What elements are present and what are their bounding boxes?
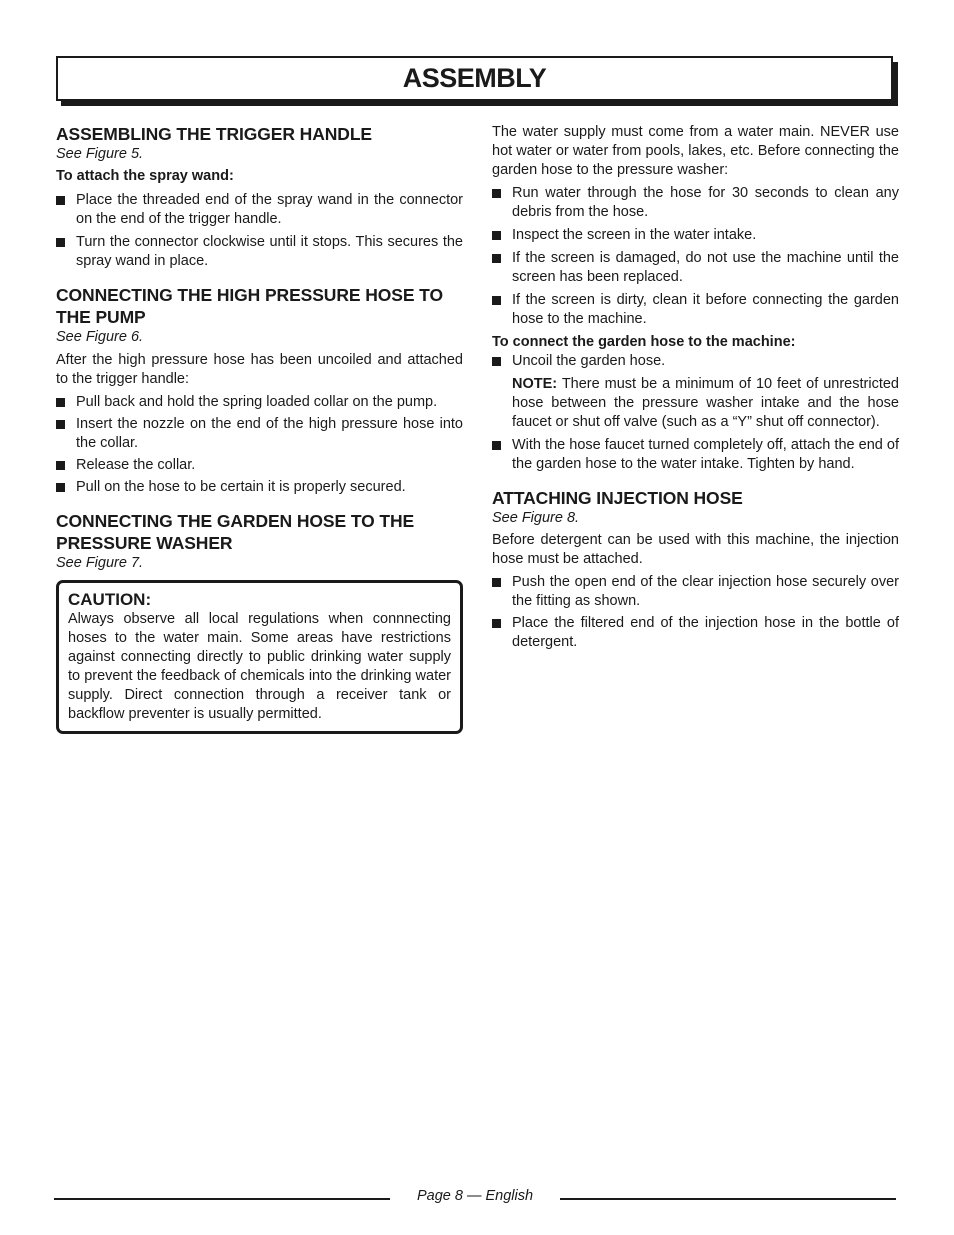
list-item: Place the filtered end of the injection hose in the bottle of detergent. [492, 614, 899, 652]
footer-page-label: Page 8 — English [416, 1188, 534, 1204]
list-item: Inspect the screen in the water intake. [492, 226, 899, 245]
section-heading-high-pressure-hose: CONNECTING THE HIGH PRESSURE HOSE TO THE PUMP [56, 285, 443, 327]
list-item: If the screen is damaged, do not use the machine until the screen has been replaced. [492, 249, 899, 287]
bullet-list [56, 393, 463, 497]
title-banner [56, 56, 893, 101]
list-item: Place the threaded end of the spray wand in the connector on the end of the trigger handle. [56, 191, 463, 229]
footer-rule-left [54, 1198, 390, 1200]
bullet-list [492, 352, 899, 371]
right-column [492, 123, 899, 652]
list-item: If the screen is dirty, clean it before connecting the garden hose to the machine. [492, 291, 899, 329]
list-item: Uncoil the garden hose. [492, 352, 899, 371]
section-heading-injection-hose: ATTACHING INJECTION HOSE [492, 488, 743, 508]
list-item: Push the open end of the clear injection hose securely over the fitting as shown. [492, 573, 899, 611]
note-text: There must be a minimum of 10 feet of unrestricted hose between the pressure washer intake and the hose faucet or shut off valve (such as a “Y” shut off connector). [512, 376, 899, 430]
note [492, 375, 899, 432]
bullet-list [492, 573, 899, 652]
figure-reference: See Figure 6. [56, 329, 144, 345]
caution-box [56, 580, 463, 734]
paragraph: After the high pressure hose has been uncoiled and attached to the trigger handle: [56, 352, 463, 387]
list-item: Pull on the hose to be certain it is properly secured. [56, 478, 463, 497]
footer-rule-right [560, 1198, 896, 1200]
paragraph: The water supply must come from a water main. NEVER use hot water or water from pools, lakes, etc. Before connecting the garden hose to the pressure washer: [492, 124, 899, 178]
list-item: Turn the connector clockwise until it stops. This secures the spray wand in place. [56, 233, 463, 271]
list-item: Pull back and hold the spring loaded collar on the pump. [56, 393, 463, 412]
bullet-list [492, 436, 899, 474]
list-item: Run water through the hose for 30 seconds to clean any debris from the hose. [492, 184, 899, 222]
subheading: To connect the garden hose to the machine: [492, 334, 796, 350]
caution-title: CAUTION: [68, 590, 152, 609]
figure-reference: See Figure 7. [56, 555, 144, 571]
subheading: To attach the spray wand: [56, 168, 234, 184]
bullet-list [492, 184, 899, 329]
figure-reference: See Figure 5. [56, 146, 144, 162]
section-heading-trigger-handle: ASSEMBLING THE TRIGGER HANDLE [56, 124, 372, 144]
list-item: Release the collar. [56, 456, 463, 475]
list-item: Insert the nozzle on the end of the high pressure hose into the collar. [56, 415, 463, 453]
figure-reference: See Figure 8. [492, 510, 580, 526]
caution-text: Always observe all local regulations when connnecting hoses to the water main. Some areas have restrictions against connecting directly to public drinking water supply to prevent the feedback of chemicals into the drinking water supply. Direct connection through a receiver tank or backflow preventer is usually permitted. [68, 611, 451, 722]
paragraph: Before detergent can be used with this machine, the injection hose must be attached. [492, 532, 899, 567]
left-column [56, 123, 463, 734]
bullet-list [56, 191, 463, 271]
note-label: NOTE: [512, 376, 558, 392]
list-item: With the hose faucet turned completely off, attach the end of the garden hose to the water intake. Tighten by hand. [492, 436, 899, 474]
page-title: ASSEMBLY [402, 63, 547, 93]
section-heading-garden-hose: CONNECTING THE GARDEN HOSE TO THE PRESSURE WASHER [56, 511, 415, 553]
